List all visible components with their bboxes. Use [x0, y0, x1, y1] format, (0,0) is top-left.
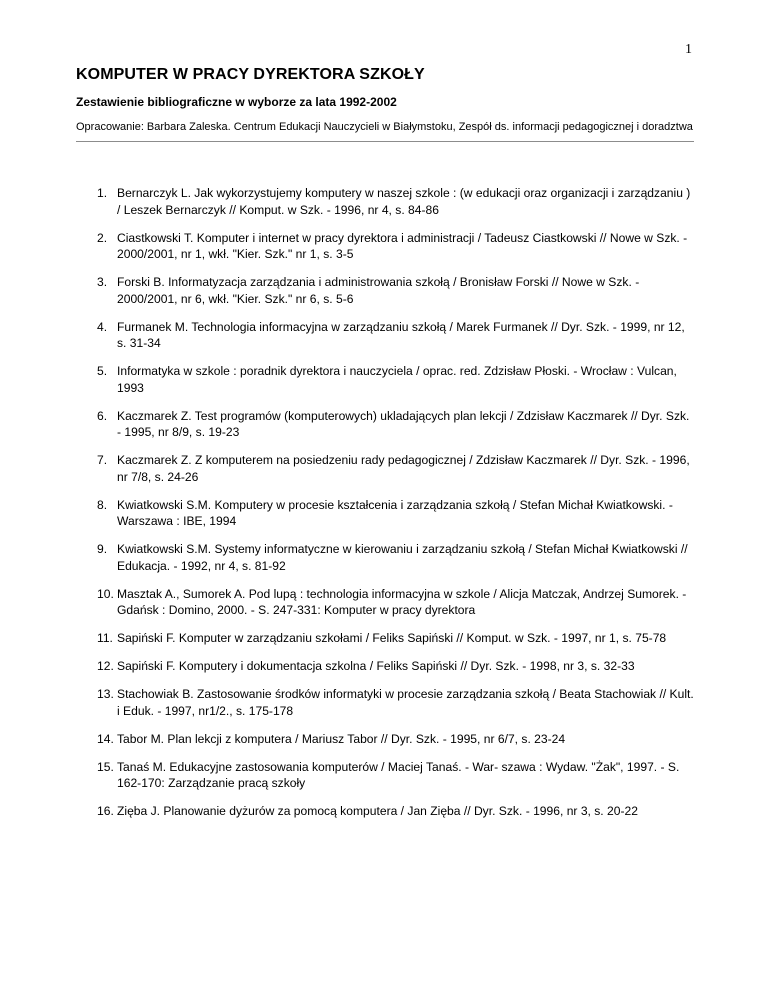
bibliography-entry: [76, 497, 696, 530]
entry-text: Forski B. Informatyzacja zarządzania i administrowania szkołą / Bronisław Forski // Nowe w Szk. - 2000/2001, nr 6, wkł. "Kier. Szk." nr 6, s. 5-6: [117, 275, 640, 306]
bibliography-entry: [76, 630, 696, 647]
entry-text: Ciastkowski T. Komputer i internet w pracy dyrektora i administracji / Tadeusz Ciastkowski // Nowe w Szk. - 2000/2001, nr 1, wkł. "Kier. Szk." nr 1, s. 3-5: [117, 230, 688, 261]
document-title: KOMPUTER W PRACY DYREKTORA SZKOŁY: [76, 66, 425, 83]
entry-text: Tabor M. Plan lekcji z komputera / Mariusz Tabor // Dyr. Szk. - 1995, nr 6/7, s. 23-24: [117, 731, 566, 746]
bibliography-list: [76, 185, 696, 831]
entry-number: 13.: [97, 687, 114, 701]
entry-number: 15.: [97, 759, 114, 774]
entry-text: Zięba J. Planowanie dyżurów za pomocą komputera / Jan Zięba // Dyr. Szk. - 1996, nr 3, s. 20-22: [117, 804, 638, 818]
entry-text: Informatyka w szkole : poradnik dyrektora i nauczyciela / oprac. red. Zdzisław Płoski. - Wrocław : Vulcan, 1993: [117, 364, 677, 395]
bibliography-entry: [76, 319, 696, 352]
bibliography-entry: [76, 731, 696, 748]
bibliography-entry: [76, 658, 696, 675]
entry-number: 1.: [97, 186, 108, 200]
bibliography-entry: [76, 274, 696, 307]
entry-text: Furmanek M. Technologia informacyjna w zarządzaniu szkołą / Marek Furmanek // Dyr. Szk. - 1999, nr 12, s. 31-34: [117, 319, 685, 350]
bibliography-entry: [76, 185, 696, 218]
bibliography-entry: [76, 803, 696, 820]
entry-text: Sapiński F. Komputer w zarządzaniu szkołami / Feliks Sapiński // Komput. w Szk. - 1997, nr 1, s. 75-78: [117, 631, 667, 645]
bibliography-entry: [76, 686, 696, 719]
document-header: [76, 66, 694, 142]
bibliography-entry: [76, 230, 696, 263]
bibliography-entry: [76, 541, 696, 574]
entry-text: Kaczmarek Z. Test programów (komputerowych) ukladających plan lekcji / Zdzisław Kaczmarek // Dyr. Szk. - 1995, nr 8/9, s. 19-23: [117, 408, 690, 439]
entry-text: Kaczmarek Z. Z komputerem na posiedzeniu rady pedagogicznej / Zdzisław Kaczmarek // Dyr. Szk. - 1996, nr 7/8, s. 24-26: [117, 453, 690, 484]
entry-number: 11.: [97, 631, 113, 645]
entry-number: 9.: [97, 542, 108, 556]
entry-number: 14.: [97, 731, 114, 746]
entry-number: 4.: [97, 319, 108, 334]
entry-number: 6.: [97, 408, 108, 423]
page-number: 1: [685, 42, 692, 57]
document-subtitle: Zestawienie bibliograficzne w wyborze za lata 1992-2002: [76, 95, 397, 109]
entry-text: Sapiński F. Komputery i dokumentacja szkolna / Feliks Sapiński // Dyr. Szk. - 1998, nr 3, s. 32-33: [117, 659, 635, 673]
entry-text: Masztak A., Sumorek A. Pod lupą : technologia informacyjna w szkole / Alicja Matczak, Andrzej Sumorek. - Gdańsk : Domino, 2000. - S. 247-331: Komputer w pracy dyrektora: [117, 586, 687, 617]
entry-number: 16.: [97, 804, 114, 818]
bibliography-entry: [76, 408, 696, 441]
entry-number: 10.: [97, 586, 114, 601]
entry-number: 3.: [97, 275, 108, 289]
entry-number: 5.: [97, 364, 108, 378]
entry-text: Kwiatkowski S.M. Komputery w procesie kształcenia i zarządzania szkołą / Stefan Michał Kwiatkowski. - Warszawa : IBE, 1994: [117, 497, 673, 528]
entry-number: 12.: [97, 659, 114, 673]
bibliography-entry: [76, 363, 696, 396]
entry-number: 7.: [97, 453, 108, 467]
bibliography-entry: [76, 452, 696, 485]
document-credits: Opracowanie: Barbara Zaleska. Centrum Edukacji Nauczycieli w Białymstoku, Zespół ds. informacji pedagogicznej i doradztwa: [76, 119, 694, 142]
entry-number: 2.: [97, 230, 108, 245]
entry-text: Kwiatkowski S.M. Systemy informatyczne w kierowaniu i zarządzaniu szkołą / Stefan Michał Kwiatkowski // Edukacja. - 1992, nr 4, s. 81-92: [117, 542, 688, 573]
entry-text: Stachowiak B. Zastosowanie środków informatyki w procesie zarządzania szkołą / Beata Stachowiak // Kult. i Eduk. - 1997, nr1/2., s. 175-178: [117, 687, 694, 718]
entry-text: Bernarczyk L. Jak wykorzystujemy komputery w naszej szkole : (w edukacji oraz organizacji i zarządzaniu ) / Leszek Bernarczyk // Komput. w Szk. - 1996, nr 4, s. 84-86: [117, 186, 691, 217]
bibliography-entry: [76, 586, 696, 619]
bibliography-entry: [76, 759, 696, 792]
entry-text: Tanaś M. Edukacyjne zastosowania komputerów / Maciej Tanaś. - War- szawa : Wydaw. "Żak", 1997. - S. 162-170: Zarządzanie pracą szkoły: [117, 759, 680, 790]
entry-number: 8.: [97, 497, 108, 512]
